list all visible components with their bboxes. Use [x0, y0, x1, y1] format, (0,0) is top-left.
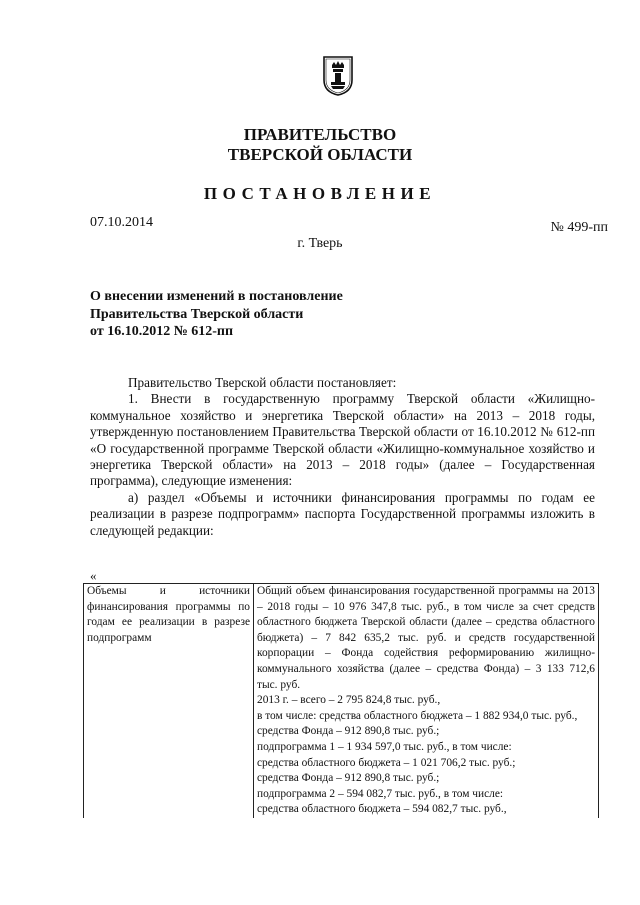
body-item-1: 1. Внести в государственную программу Тверской области «Жилищно-коммунальное хозяйство и энергетика Тверской области» на 2013 – 2018 годы, утвержденную постановлением Правительства Тверской области от 16.10.2012 № 612-пп «О государственной программе Тверской области «Жилищно-коммунальное хозяйство и энергетика Тверской области» на 2013 – 2018 годы» (далее – Государственная программа), следующие изменения:	[90, 391, 595, 489]
org-name-line2: ТВЕРСКОЙ ОБЛАСТИ	[227, 145, 413, 164]
table-cell-content	[254, 584, 599, 818]
table-cell-label: Объемы и источники финансирования программы по годам ее реализации в разрезе подпрограмм	[84, 584, 254, 818]
subject-line: Правительства Тверской области	[90, 306, 304, 322]
document-subject	[90, 288, 450, 341]
table-line: Общий объем финансирования государственной программы на 2013 – 2018 годы – 10 976 347,8 тыс. руб., в том числе за счет средств областного бюджета Тверской области (далее – средства областного бюджета) – 7 842 635,2 тыс. руб. и средств государственной корпорации – Фонда содействия реформированию жилищно-коммунального хозяйства (далее – средства Фонда) – 3 133 712,6 тыс. руб.	[257, 585, 595, 691]
org-name-line1: ПРАВИТЕЛЬСТВО	[243, 125, 397, 144]
table-line: средства областного бюджета – 594 082,7 тыс. руб.,	[257, 803, 507, 816]
table-line: средства Фонда – 912 890,8 тыс. руб.;	[257, 772, 440, 785]
body-item-1a: а) раздел «Объемы и источники финансирования программы по годам ее реализации в разрезе подпрограмм» паспорта Государственной программы изложить в следующей редакции:	[90, 489, 595, 538]
table-line: 2013 г. – всего – 2 795 824,8 тыс. руб.,	[257, 694, 441, 707]
table-line: в том числе: средства областного бюджета – 1 882 934,0 тыс. руб.,	[257, 709, 578, 722]
table-line: средства Фонда – 912 890,8 тыс. руб.;	[257, 725, 440, 738]
table-row	[84, 584, 599, 818]
document-type-title: ПОСТАНОВЛЕНИЕ	[203, 184, 437, 203]
document-body	[90, 375, 595, 539]
quote-open-mark: «	[90, 568, 97, 583]
table-line: средства областного бюджета – 1 021 706,2 тыс. руб.;	[257, 756, 516, 769]
table-line: подпрограмма 1 – 1 934 597,0 тыс. руб., в том числе:	[257, 740, 512, 753]
table-line: подпрограмма 2 – 594 082,7 тыс. руб., в том числе:	[257, 787, 504, 800]
document-city: г. Тверь	[297, 236, 343, 251]
document-number: № 499-пп	[550, 220, 608, 235]
document-date: 07.10.2014	[90, 215, 153, 230]
coat-of-arms-icon	[323, 56, 353, 96]
financing-table	[83, 583, 599, 818]
subject-line: от 16.10.2012 № 612-пп	[90, 324, 234, 339]
body-intro: Правительство Тверской области постановляет:	[128, 375, 397, 390]
subject-line: О внесении изменений в постановление	[90, 289, 343, 304]
